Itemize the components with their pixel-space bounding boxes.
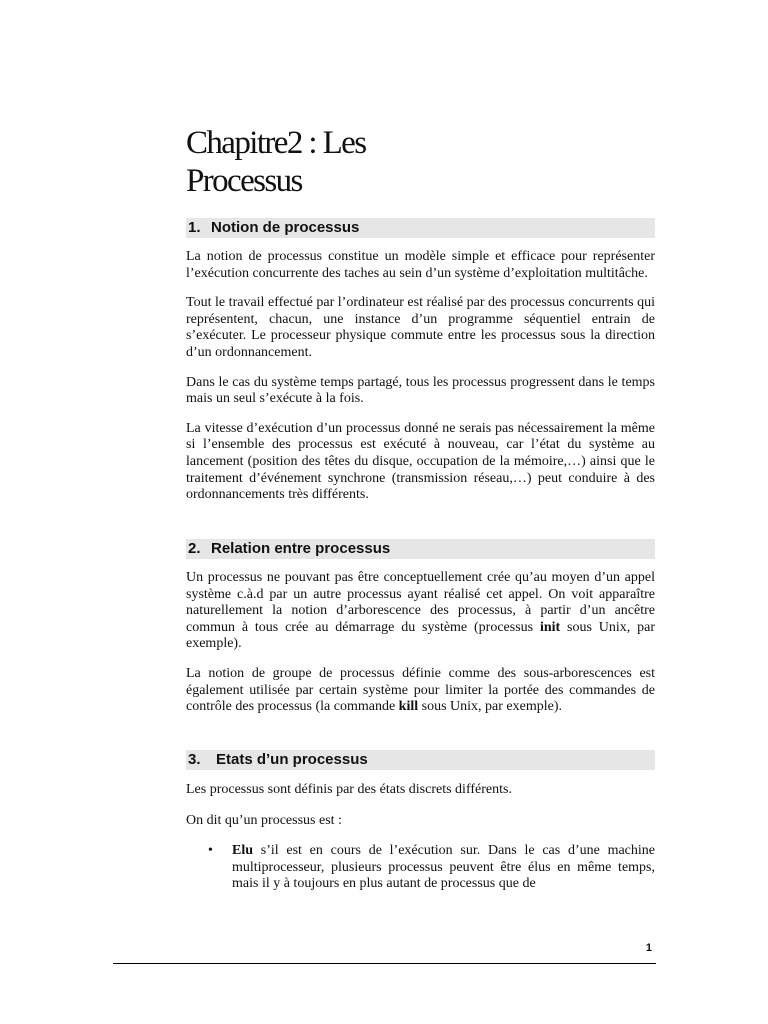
section-title: Etats d’un processus: [216, 751, 368, 768]
paragraph: Tout le travail effectué par l’ordinateur est réalisé par des processus concurrents qui représentent, chacun, une instance d’un programme séquentiel entrain de s’exécuter. Le processeur physique commute entre les processus sous la direction d’un ordonnancement.: [186, 295, 655, 360]
term: Elu: [232, 843, 254, 859]
chapter-title: [186, 124, 656, 200]
bullet-list: [186, 843, 655, 893]
section-2: [186, 539, 655, 716]
chapter-title-line2: Processus: [186, 163, 302, 199]
paragraph: On dit qu’un processus est :: [186, 812, 342, 828]
page-number: 1: [645, 942, 652, 954]
section-title: Relation entre processus: [211, 540, 391, 557]
section-title: Notion de processus: [211, 219, 360, 236]
section-number: 1.: [188, 219, 201, 236]
list-item-text: Elu s’il est en cours de l’exécution sur. Dans le cas d’une machine multiprocesseur, plusieurs processus peuvent être élus en même temps, mais il y à toujours en plus autant de processus que de: [232, 843, 655, 892]
paragraph: La vitesse d’exécution d’un processus donné ne serais pas nécessairement la même si l’ensemble des processus est exécuté à nouveau, car l’état du système au lancement (position des têtes du disque, occupation de la mémoire,…) ainsi que le traitement d’événement synchrone (transmission réseau,…) peut conduire à des ordonnancements très différents.: [186, 420, 655, 503]
code-term: init: [539, 619, 561, 635]
section-heading: [186, 539, 655, 559]
section-1: [186, 218, 655, 504]
paragraph: Un processus ne pouvant pas être conceptuellement crée qu’au moyen d’un appel système c.à.d par un autre processus ayant réalisé cet appel. On voit apparaître naturellement la notion d’arborescence des processus, à partir d’un ancêtre commun à tous crée au démarrage du système (processus init sous Unix, par exemple).: [186, 570, 655, 652]
paragraph: Dans le cas du système temps partagé, tous les processus progressent dans le temps mais un seul s’exécute à la fois.: [186, 374, 655, 407]
section-number: 2.: [188, 540, 201, 557]
paragraph: La notion de processus constitue un modèle simple et efficace pour représenter l’exécution concurrente des taches au sein d’un système d’exploitation multitâche.: [186, 249, 655, 281]
section-number: 3.: [188, 751, 201, 768]
section-heading: [186, 750, 655, 770]
paragraph: Les processus sont définis par des états discrets différents.: [186, 782, 512, 797]
code-term: kill: [398, 699, 419, 715]
bullet-icon: •: [208, 843, 213, 859]
paragraph: La notion de groupe de processus définie comme des sous-arborescences est également utilisée par certain système pour limiter la portée des commandes de contrôle des processus (la commande kill sous Unix, par exemple).: [186, 665, 655, 715]
section-3: [186, 750, 655, 893]
footer-rule: [113, 963, 656, 964]
chapter-title-line1: Chapitre2 : Les: [186, 125, 366, 161]
list-item: [186, 843, 655, 893]
section-heading: [186, 218, 655, 238]
